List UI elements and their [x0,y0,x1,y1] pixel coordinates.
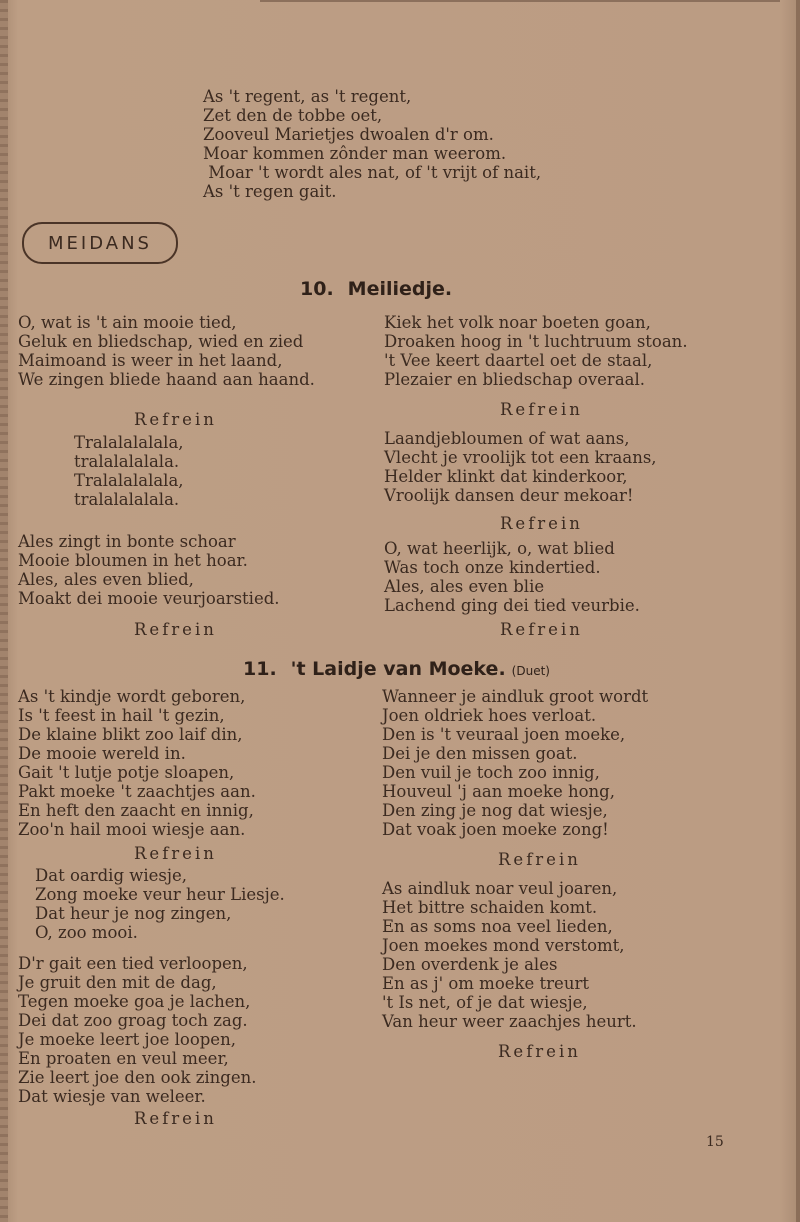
verse-line: Van heur weer zaachjes heurt. [382,1012,637,1031]
verse-line: As 't regent, as 't regent, [203,87,412,106]
refrein-label: Refrein [500,620,583,639]
top-rule [260,0,780,2]
verse-line: Tralalalalala, [74,433,184,452]
verse-line: Houveul 'j aan moeke hong, [382,782,615,801]
song-subtitle: (Duet) [511,664,550,678]
page-number: 15 [706,1134,724,1150]
refrein-label: Refrein [134,410,217,429]
verse-line: Was toch onze kindertied. [384,558,601,577]
verse-line: Lachend ging dei tied veurbie. [384,596,640,615]
verse-line: De mooie wereld in. [18,744,186,763]
verse-line: Ales, ales even blie [384,577,545,596]
verse-line: Zie leert joe den ook zingen. [18,1068,257,1087]
verse-line: Zooveul Marietjes dwoalen d'r om. [203,125,494,144]
verse-line: Laandjebloumen of wat aans, [384,429,630,448]
verse-line: Dei je den missen goat. [382,744,578,763]
verse-line: Pakt moeke 't zaachtjes aan. [18,782,256,801]
song-11-heading [243,658,550,680]
verse-line: Dei dat zoo groag toch zag. [18,1011,248,1030]
verse-line: Moakt dei mooie veurjoarstied. [18,589,280,608]
verse-line: Tegen moeke goa je lachen, [18,992,251,1011]
verse-line: De klaine blikt zoo laif din, [18,725,243,744]
song-10-right-stanza-2 [384,429,657,505]
verse-line: Helder klinkt dat kinderkoor, [384,467,628,486]
verse-line: Wanneer je aindluk groot wordt [382,687,649,706]
verse-line: D'r gait een tied verloopen, [18,954,248,973]
verse-line: 't Vee keert daartel oet de staal, [384,351,653,370]
song-10-right-stanza-3 [384,539,640,615]
meidans-badge [22,222,178,264]
verse-line: En heft den zaacht en innig, [18,801,254,820]
verse-line: As aindluk noar veul joaren, [382,879,618,898]
page-edge-right [796,0,800,1222]
refrein-label: Refrein [498,1042,581,1061]
song-number: 10. [300,278,334,300]
verse-line: Zong moeke veur heur Liesje. [35,885,285,904]
verse-line: Moar 't wordt ales nat, of 't vrijt of nait, [203,163,542,182]
verse-line: O, wat is 't ain mooie tied, [18,313,237,332]
verse-line: 't Is net, of je dat wiesje, [382,993,588,1012]
song-11-right-stanza-1 [382,687,648,839]
verse-line: Zet den de tobbe oet, [203,106,383,125]
verse-line: Mooie bloumen in het hoar. [18,551,248,570]
page-edge-left [0,0,8,1222]
song-10-left-stanza-2 [18,532,280,608]
verse-line: Tralalalalala, [74,471,184,490]
verse-line: tralalalalala. [74,452,180,471]
verse-line: Vlecht je vroolijk tot een kraans, [384,448,657,467]
verse-line: Den overdenk je ales [382,955,558,974]
song-10-left-stanza-1 [18,313,315,389]
refrein-label: Refrein [498,850,581,869]
verse-line: En as j' om moeke treurt [382,974,589,993]
verse-line: Maimoand is weer in het laand, [18,351,283,370]
verse-line: Den is 't veuraal joen moeke, [382,725,626,744]
verse-line: Dat voak joen moeke zong! [382,820,609,839]
verse-line: Gait 't lutje potje sloapen, [18,763,235,782]
song-11-left-stanza-1 [18,687,256,839]
song-10-heading [300,278,452,300]
refrein-label: Refrein [134,844,217,863]
verse-line: Droaken hoog in 't luchtruum stoan. [384,332,688,351]
verse-line: Dat wiesje van weleer. [18,1087,206,1106]
verse-line: Den zing je nog dat wiesje, [382,801,608,820]
song-11-left-stanza-2 [18,954,257,1106]
verse-line: Ales, ales even blied, [18,570,194,589]
song-11-refrein [35,866,285,942]
intro-stanza [203,87,541,201]
song-10-right-stanza-1 [384,313,688,389]
refrein-label: Refrein [134,620,217,639]
verse-line: Moar kommen zônder man weerom. [203,144,507,163]
refrein-label: Refrein [500,514,583,533]
verse-line: Dat heur je nog zingen, [35,904,232,923]
badge-label: MEIDANS [48,232,152,254]
verse-line: Kiek het volk noar boeten goan, [384,313,651,332]
verse-line: Joen oldriek hoes verloat. [382,706,597,725]
verse-line: We zingen bliede haand aan haand. [18,370,315,389]
song-title: Meiliedje. [347,278,453,300]
verse-line: En as soms noa veel lieden, [382,917,613,936]
verse-line: tralalalalala. [74,490,180,509]
verse-line: En proaten en veul meer, [18,1049,229,1068]
verse-line: Plezaier en bliedschap overaal. [384,370,646,389]
verse-line: Vroolijk dansen deur mekoar! [384,486,634,505]
verse-line: As 't regen gait. [203,182,337,201]
verse-line: Is 't feest in hail 't gezin, [18,706,225,725]
song-11-right-stanza-2 [382,879,637,1031]
verse-line: Ales zingt in bonte schoar [18,532,236,551]
refrein-label: Refrein [134,1109,217,1128]
verse-line: Den vuil je toch zoo innig, [382,763,600,782]
song-10-refrein [74,433,184,509]
song-title: 't Laidje van Moeke. [290,658,506,680]
song-number: 11. [243,658,277,680]
verse-line: Dat oardig wiesje, [35,866,188,885]
verse-line: Geluk en bliedschap, wied en zied [18,332,304,351]
verse-line: O, zoo mooi. [35,923,138,942]
verse-line: Zoo'n hail mooi wiesje aan. [18,820,246,839]
verse-line: As 't kindje wordt geboren, [18,687,246,706]
verse-line: Het bittre schaiden komt. [382,898,598,917]
verse-line: Je gruit den mit de dag, [18,973,217,992]
refrein-label: Refrein [500,400,583,419]
verse-line: Je moeke leert joe loopen, [18,1030,236,1049]
verse-line: Joen moekes mond verstomt, [382,936,625,955]
verse-line: O, wat heerlijk, o, wat blied [384,539,615,558]
